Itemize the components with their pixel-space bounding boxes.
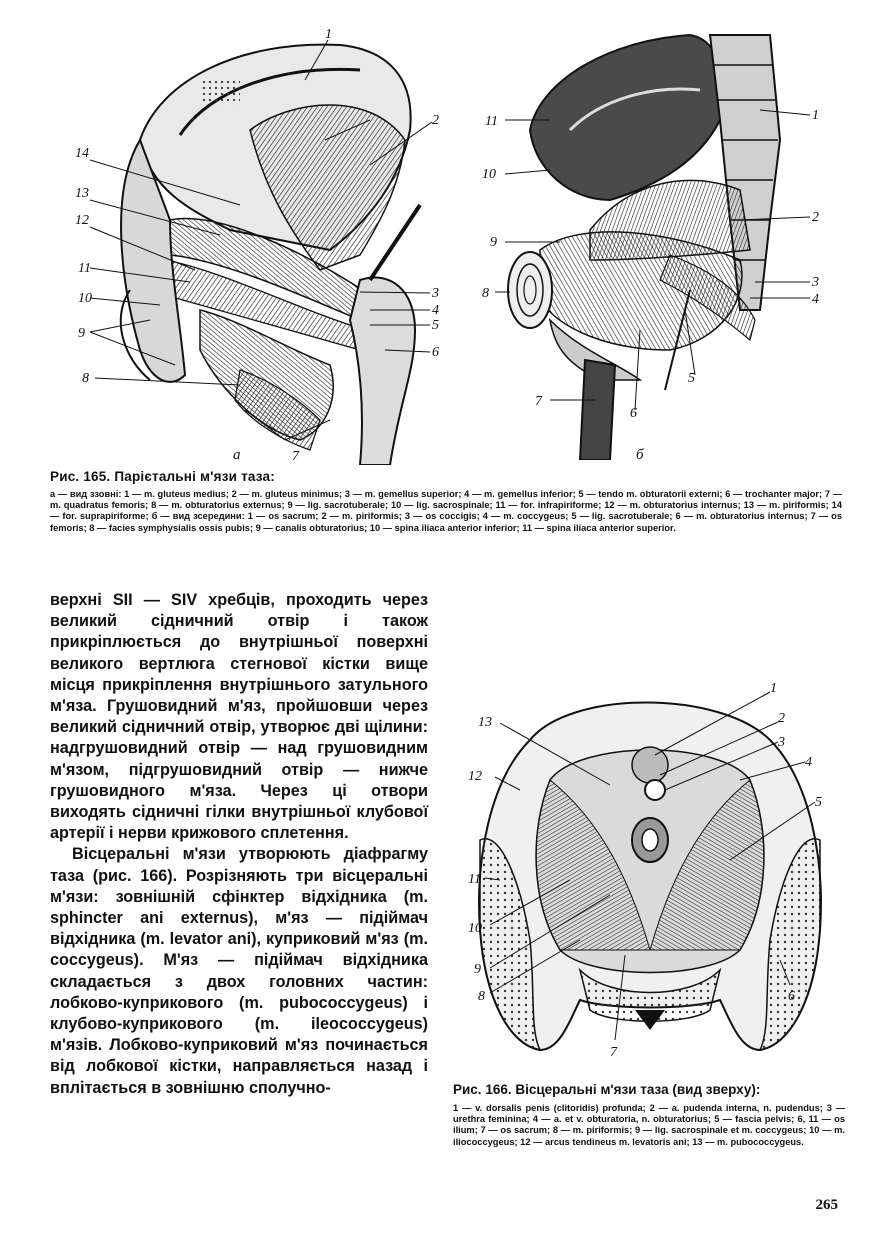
fig165a-label: 4 <box>432 303 439 318</box>
fig166-label: 10 <box>468 921 482 936</box>
fig165a-label: 1 <box>325 27 332 42</box>
fig165a-label: 7 <box>292 449 299 464</box>
figure-165-title: Рис. 165. Парієтальні м'язи таза: <box>50 469 275 484</box>
fig166-label: 13 <box>478 715 492 730</box>
fig165b-label: 3 <box>812 275 819 290</box>
fig165b-label: 2 <box>812 210 819 225</box>
fig165a-label: 3 <box>432 286 439 301</box>
figure-166-caption: 1 — v. dorsalis penis (clitoridis) profunda; 2 — a. pudenda interna, n. pudendus; 3 — urethra feminina; 4 — a. et v. obturatoria, n. obturatorius; 5 — fascia pelvis; 6, 11 — os ilium; 7 — os sacrum; 8 — m. piriformis; 9 — lig. sacrospinale et m. coccygeus; 10 — m. iliococcygeus; 12 — arcus tendineus m. levatoris ani; 13 — m. pubococcygeus. <box>453 1103 845 1147</box>
paragraph-1: верхні SII — SIV хребців, проходить через великий сідничний отвір і також прикріплюється до внутрішньої поверхні великого вертлюга стегнової кістки вище місця прикріплення внутрішнього затульного м'яза. Грушовидний м'яз, пройшовши через великий сідничний отвір, утворює дві щілини: надгрушовидний отвір — над грушовидним м'язом, підгрушовидний отвір — нижче грушовидного м'яза. Через ці отвори виходять сідничні гілки внутрішньої клубової артерії і нерви крижового сплетення. <box>50 591 428 843</box>
fig166-label: 12 <box>468 769 482 784</box>
figure-166-title: Рис. 166. Вісцеральні м'язи таза (вид зверху): <box>453 1082 761 1097</box>
fig165b-label: 11 <box>485 114 498 129</box>
fig165a-label: 6 <box>432 345 439 360</box>
fig165b-label: 8 <box>482 286 489 301</box>
fig166-label: 5 <box>815 795 822 810</box>
figure-166-illustration <box>460 680 845 1065</box>
fig166-label: 11 <box>468 872 481 887</box>
paragraph-2: Вісцеральні м'язи утворюють діафрагму таза (рис. 166). Розрізняють три вісцеральні м'язи: зовнішній сфінктер відхідника (m. sphincter ani externus), м'яз — підіймач відхідника (m. levator ani), куприковий м'яз (m. coccygeus). М'яз — підіймач відхідника складається з двох головних частин: лобково-куприкового (m. pubococcygeus) і клубово-куприкового (m. ileococcygeus) м'язів. Лобково-куприковий м'яз починається від лобкової кістки, направляється назад і вплітається в зовнішню сполучно- <box>50 845 428 1097</box>
fig165a-label: 8 <box>82 371 89 386</box>
fig165b-label: 4 <box>812 292 819 307</box>
fig165a-label: 5 <box>432 318 439 333</box>
fig165a-label: 14 <box>75 146 89 161</box>
fig165b-label: 5 <box>688 371 695 386</box>
main-text <box>50 590 428 1099</box>
fig165a-label: 10 <box>78 291 92 306</box>
fig165a-label: 13 <box>75 186 89 201</box>
fig165a-label: 12 <box>75 213 89 228</box>
fig165a-label: 9 <box>78 326 85 341</box>
fig166-label: 3 <box>778 735 785 750</box>
figure-165-caption: а — вид ззовні: 1 — m. gluteus medius; 2 — m. gluteus minimus; 3 — m. gemellus superior; 4 — m. gemellus inferior; 5 — tendo m. obturatorii externi; 6 — trochanter major; 7 — m. quadratus femoris; 8 — m. obturatorius externus; 9 — lig. sacrotuberale; 10 — lig. sacrospinale; 11 — for. infrapiriforme; 12 — m. obturatorius internus; 13 — m. piriformis; 14 — for. suprapiriforme; б — вид зсередини: 1 — os sacrum; 2 — m. piriformis; 3 — os coccigis; 4 — m. coccygeus; 5 — lig. sacrotuberale; 6 — m. obturatorius internus; 7 — os femoris; 8 — facies symphysialis ossis pubis; 9 — canalis obturatorius; 10 — spina iliaca anterior inferior; 11 — spina iliaca anterior superior. <box>50 489 842 533</box>
fig166-label: 7 <box>610 1045 617 1060</box>
fig165b-label: 9 <box>490 235 497 250</box>
panel-label-a: а <box>233 447 241 463</box>
fig165a-label: 2 <box>432 113 439 128</box>
fig165b-label: 7 <box>535 394 542 409</box>
fig165b-label: 6 <box>630 406 637 421</box>
fig166-label: 8 <box>478 989 485 1004</box>
fig166-label: 2 <box>778 711 785 726</box>
fig165a-label: 11 <box>78 261 91 276</box>
fig166-label: 4 <box>805 755 812 770</box>
fig166-label: 1 <box>770 681 777 696</box>
fig165b-label: 10 <box>482 167 496 182</box>
fig166-label: 6 <box>788 989 795 1004</box>
figure-165a-illustration <box>70 20 450 465</box>
panel-label-b: б <box>636 447 644 463</box>
fig166-label: 9 <box>474 962 481 977</box>
fig165b-label: 1 <box>812 108 819 123</box>
figure-165b-illustration <box>470 20 840 460</box>
page-number: 265 <box>815 1197 838 1213</box>
